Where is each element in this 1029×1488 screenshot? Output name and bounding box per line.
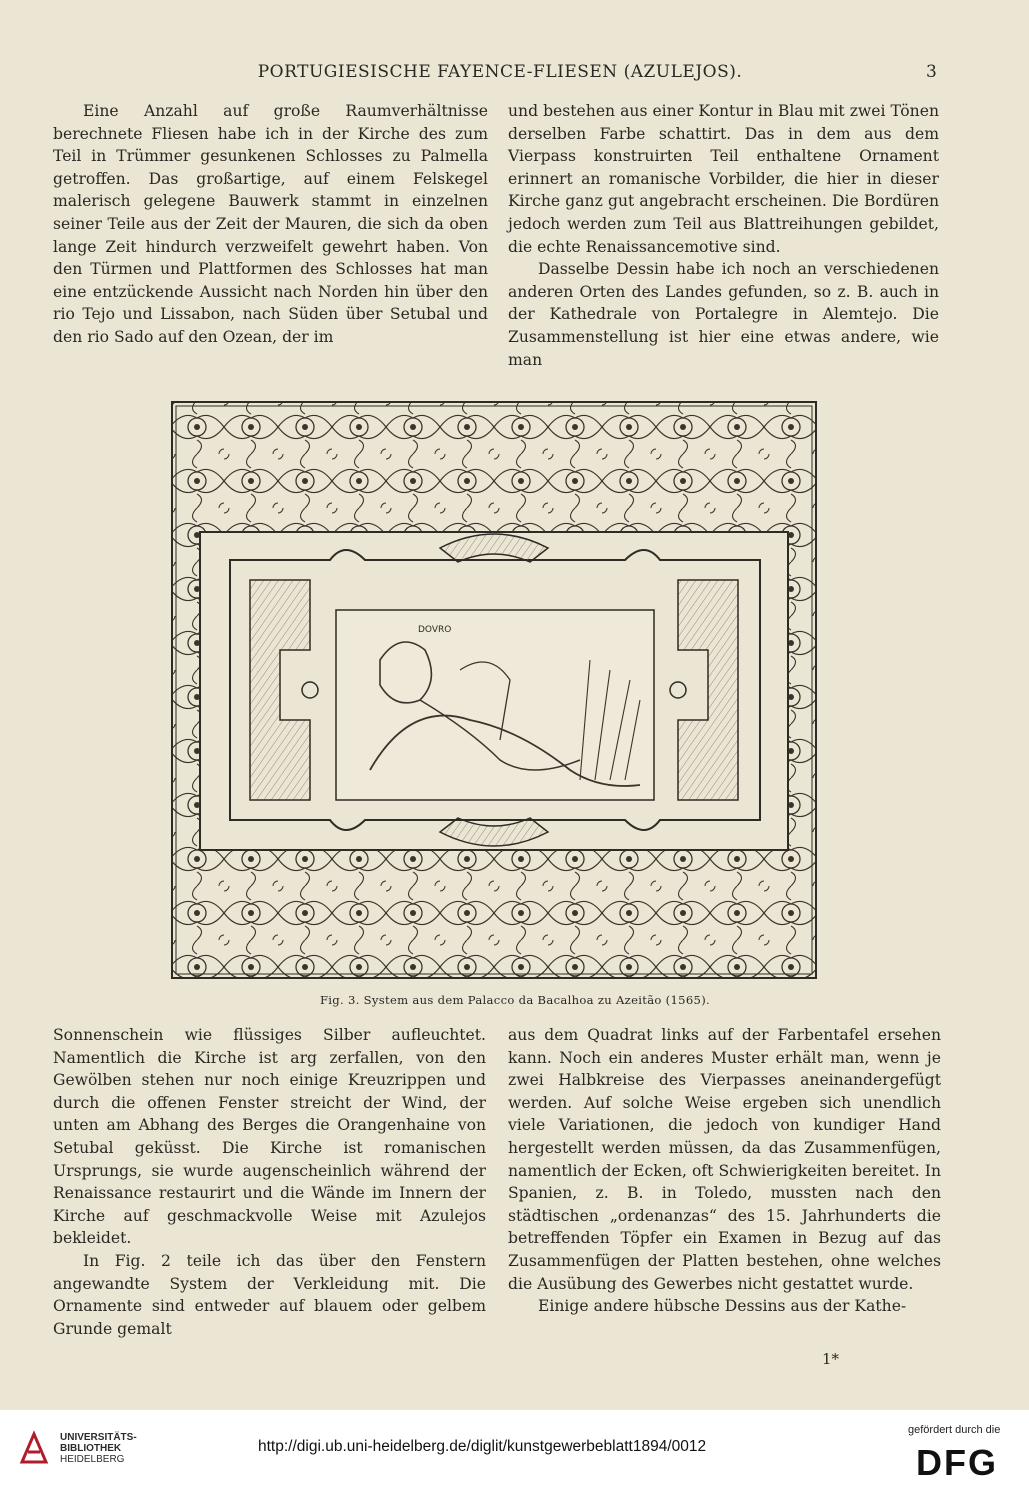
paragraph: Dasselbe Dessin habe ich noch an verschiedenen anderen Orten des Landes gefunden, so z. B. auch in der Kathedrale von Portalegre in Alemtejo. Die Zusammenstellung ist hier eine etwas andere, wie man [508, 260, 939, 369]
permalink-url[interactable]: http://digi.ub.uni-heidelberg.de/diglit/kunstgewerbeblatt1894/0012 [258, 1438, 707, 1455]
river-god-scene [336, 610, 654, 800]
paragraph: Eine Anzahl auf große Raumverhältnisse berechnete Fliesen habe ich in der Kirche des zum Teil in Trümmer gesunkenen Schlosses zu Palmella getroffen. Das großartige, auf einem Felskegel malerisch gelegene Bauwerk stammt in einzelnen seiner Teile aus der Zeit der Mauren, die sich da oben lange Zeit hindurch verzweifelt gewehrt haben. Von den Türmen und Plattformen des Schlosses hat man eine entzückende Aussicht nach Norden hin über den rio Tejo und Lissabon, nach Süden über Setubal und den rio Sado auf den Ozean, der im [53, 102, 488, 346]
paragraph: aus dem Quadrat links auf der Farbentafel ersehen kann. Noch ein anderes Muster erhält man, wenn je zwei Halbkreise des Vierpasses aneinandergefügt werden. Auf solche Weise ergeben sich unendlich viele Variationen, die jedoch von kundiger Hand hergestellt werden müssen, da das Zusammenfügen, namentlich der Ecken, oft Schwierigkeiten bereitet. In Spanien, z. B. in Toledo, mussten nach den städtischen „ordenanzas“ des 15. Jahrhunderts die betreffenden Töpfer ein Examen in Bezug auf das Zusammenfügen der Platten bestehen, ohne welches die Ausübung des Gewerbes nicht gestattet wurde. [508, 1026, 941, 1293]
library-name-line: UNIVERSITÄTS- [60, 1432, 137, 1443]
paragraph: und bestehen aus einer Kontur in Blau mit zwei Tönen derselben Farbe schattirt. Das in dem aus dem Vierpass konstruirten Teil enthaltene Ornament erinnert an romanische Vorbilder, die hier in dieser Kirche ganz gut angebracht erscheinen. Die Bordüren jedoch werden zum Teil aus Blattreihungen gebildet, die echte Renaissancemotive sind. [508, 102, 939, 256]
text-column-top-left [53, 100, 488, 349]
figure-caption: Fig. 3. System aus dem Palacco da Bacalhoa zu Azeitão (1565). [319, 993, 711, 1007]
library-logo-icon [14, 1428, 54, 1468]
page-number: 3 [926, 62, 937, 82]
signature-mark: 1* [822, 1350, 840, 1368]
scene-inscription: DOVRO [418, 625, 452, 635]
library-name [60, 1432, 137, 1465]
viewer-footer [0, 1410, 1029, 1488]
paragraph: In Fig. 2 teile ich das über den Fenstern angewandte System der Verkleidung mit. Die Ornamente sind entweder auf blauem oder gelbem Grunde gemalt [53, 1251, 486, 1338]
paragraph: Einige andere hübsche Dessins aus der Kathe- [538, 1297, 907, 1316]
paragraph: Sonnenschein wie flüssiges Silber aufleuchtet. Namentlich die Kirche ist arg zerfallen, von den Gewölben stehen nur noch einige Kreuzrippen und durch die offenen Fenster streicht der Wind, der unten am Abhang des Berges die Orangenhaine von Setubal geküsst. Die Kirche ist romanischen Ursprungs, sie wurde augenscheinlich während der Renaissance restaurirt und die Wände im Innern der Kirche auf geschmackvolle Weise mit Azulejos bekleidet. [53, 1026, 486, 1248]
library-name-line: HEIDELBERG [60, 1454, 125, 1465]
running-title: PORTUGIESISCHE FAYENCE-FLIESEN (AZULEJOS). [257, 62, 743, 82]
text-column-bottom-right [508, 1024, 941, 1318]
funding-label: gefördert durch die [908, 1424, 1001, 1436]
text-column-bottom-left [53, 1024, 486, 1340]
text-column-top-right [508, 100, 939, 371]
library-name-line: BIBLIOTHEK [60, 1443, 122, 1454]
tile-illustration [170, 400, 818, 980]
dfg-logo: DFG [916, 1442, 998, 1483]
